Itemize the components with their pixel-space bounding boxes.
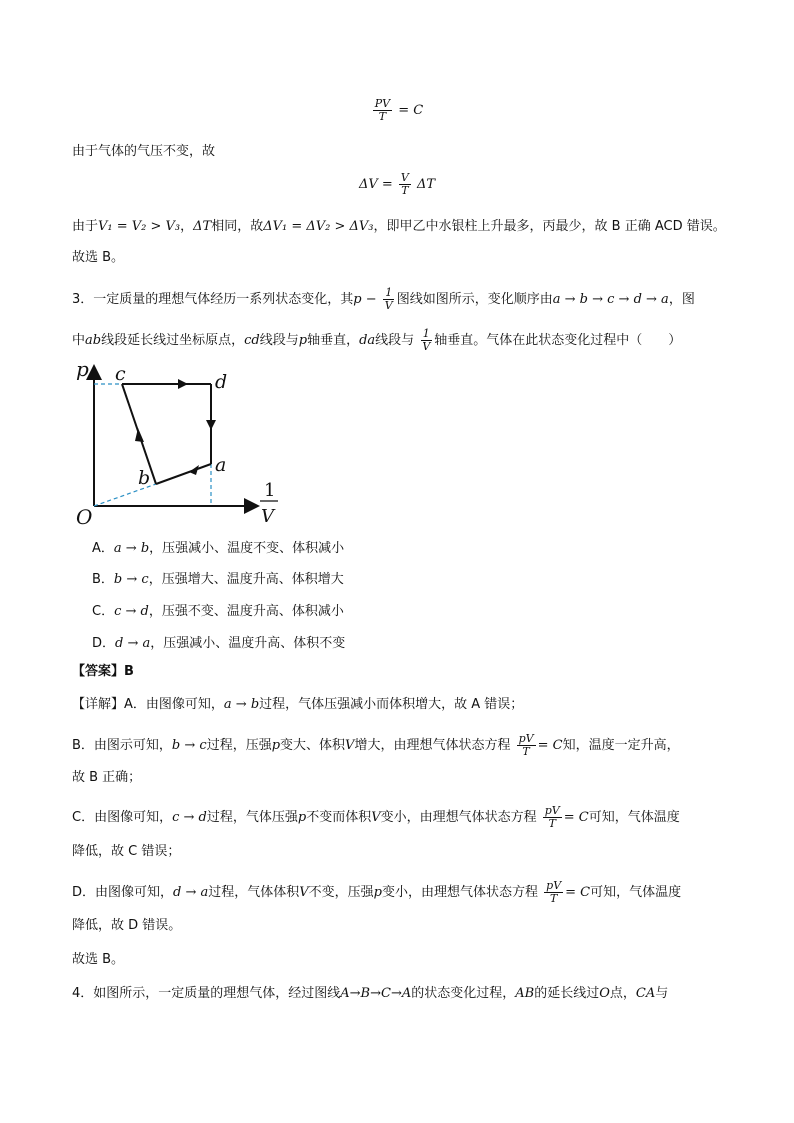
p-inverse-v-diagram <box>68 358 288 528</box>
detail-d-line-1: D．由图像可知，d → a过程，气体体积V不变，压强p变小，由理想气体状态方程 $\frac{pV}{T}$ = C可知，气体温度 <box>72 879 682 905</box>
arrow-da-icon <box>206 420 216 430</box>
detail-b-line-2: 故 B 正确； <box>72 770 142 785</box>
question-3-line-2: 中ab线段延长线过坐标原点，cd线段与p轴垂直，da线段与 $\frac{1}{V}$ 轴垂直。气体在此状态变化过程中（ ） <box>72 327 682 353</box>
text-line-1: 由于气体的气压不变，故 <box>72 144 216 159</box>
detail-b-line-1: B．由图示可知，b → c过程，压强p变大、体积V增大，由理想气体状态方程 $\frac{pV}{T}$ = C知，温度一定升高， <box>72 732 680 758</box>
question-4-line-1: 4．如图所示，一定质量的理想气体，经过图线A→B→C→A的状态变化过程，AB的延长线过O点，CA与 <box>72 986 669 1001</box>
option-a: A．a → b，压强减小、温度不变、体积减小 <box>92 541 345 556</box>
segment-ab <box>156 464 211 484</box>
detail-d-line-2: 降低，故 D 错误。 <box>72 918 182 933</box>
text-line-2: 由于V₁ = V₂ > V₃，ΔT相同，故ΔV₁ = ΔV₂ > ΔV₃，即甲乙中水银柱上升最多，丙最少，故 B 正确 ACD 错误。 <box>72 219 726 234</box>
detail-a: 【详解】A．由图像可知，a → b过程，气体压强减小而体积增大，故 A 错误； <box>72 697 524 712</box>
point-label-d: d <box>215 371 228 393</box>
option-d: D．d → a，压强减小、温度升高、体积不变 <box>92 636 346 651</box>
arrow-cd-icon <box>178 379 188 389</box>
equation-delta-v: ΔV = $\frac{V}{T}$ ΔT <box>358 171 436 197</box>
arrow-ab-icon <box>189 465 199 475</box>
origin-label: O <box>76 505 93 528</box>
axis-label-x-num: 1 <box>264 480 276 501</box>
answer-label: 【答案】B <box>72 664 134 679</box>
point-label-c: c <box>115 363 126 385</box>
option-c: C．c → d，压强不变、温度升高、体积减小 <box>92 604 344 619</box>
choose-b-1: 故选 B。 <box>72 250 125 265</box>
choose-b-2: 故选 B。 <box>72 952 125 967</box>
axis-label-p: p <box>76 358 89 381</box>
detail-c-line-2: 降低，故 C 错误； <box>72 844 181 859</box>
axis-label-x-den: V <box>261 506 274 527</box>
point-label-b: b <box>138 467 151 489</box>
question-3-line-1: 3．一定质量的理想气体经历一系列状态变化，其p − $\frac{1}{V}$ 图线如图所示，变化顺序由a → b → c → d → a，图 <box>72 286 695 312</box>
point-label-a: a <box>215 454 227 476</box>
arrow-bc-icon <box>135 428 144 442</box>
option-b: B．b → c，压强增大、温度升高、体积增大 <box>92 572 344 587</box>
detail-c-line-1: C．由图像可知，c → d过程，气体压强p不变而体积V变小，由理想气体状态方程 $\frac{pV}{T}$ = C可知，气体温度 <box>72 804 680 830</box>
equation-ideal-gas: $\frac{PV}{T}$ = C <box>374 97 424 123</box>
